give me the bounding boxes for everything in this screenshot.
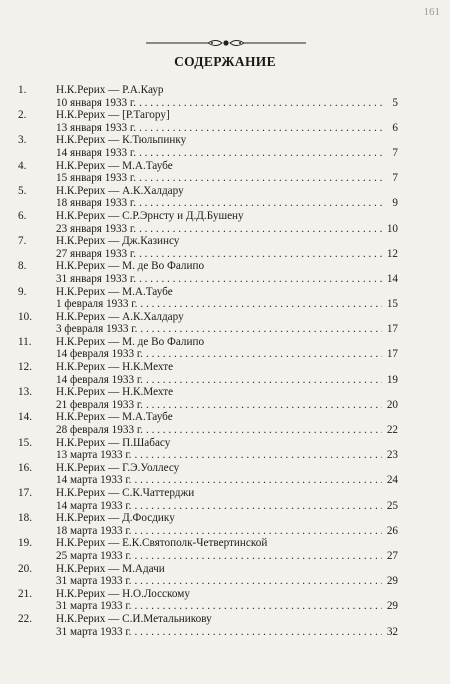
toc-entry-date-line (56, 348, 398, 361)
dot-leader (134, 575, 382, 588)
toc-entry-page: 22 (386, 424, 398, 437)
toc-entry[interactable] (18, 361, 398, 386)
dot-leader (139, 122, 382, 135)
toc-entry-title: Н.К.Рерих — С.К.Чаттерджи (56, 487, 195, 499)
ornament-divider-icon (146, 38, 306, 48)
toc-entry-title: Н.К.Рерих — М.А.Таубе (56, 285, 173, 298)
toc-entry-title: Н.К.Рерих — Е.К.Святополк-Четвертинской (56, 537, 268, 550)
toc-entry[interactable] (18, 84, 398, 109)
toc-entry-date: 13 января 1933 г. (56, 121, 137, 134)
toc-entry-date-line (56, 374, 398, 387)
toc-entry-page: 7 (392, 172, 398, 185)
dot-leader (134, 550, 382, 563)
toc-entry-page: 15 (386, 298, 398, 311)
toc-entry-number: 20. (18, 562, 32, 575)
toc-entry-title: Н.К.Рерих — П.Шабасу (56, 436, 171, 449)
toc-entry-page: 19 (386, 373, 398, 386)
toc-entry-title: Н.К.Рерих — Н.К.Мехте (56, 361, 174, 374)
toc-entry-page: 17 (386, 323, 398, 336)
toc-entry-date: 31 января 1933 г. (56, 272, 137, 285)
toc-entry-title: Н.К.Рерих — Г.Э.Уоллесу (56, 461, 180, 474)
toc-entry-number: 17. (18, 487, 32, 499)
toc-entry-date: 25 марта 1933 г. (56, 549, 132, 562)
dot-leader (134, 525, 382, 538)
dot-leader (139, 248, 382, 261)
toc-entry-number: 10. (18, 310, 32, 323)
toc-entry-title: Н.К.Рерих — Р.А.Каур (56, 84, 164, 96)
toc-entry-date: 10 января 1933 г. (56, 96, 137, 109)
table-of-contents (18, 84, 398, 638)
toc-entry-page: 10 (386, 222, 398, 235)
toc-entry-title: Н.К.Рерих — Н.О.Лосскому (56, 587, 190, 600)
toc-entry-page: 27 (386, 549, 398, 562)
toc-entry-date-line (56, 449, 398, 462)
toc-entry-page: 25 (386, 499, 398, 512)
toc-entry-date-line (56, 172, 398, 185)
toc-entry-number: 16. (18, 461, 32, 474)
toc-entry-title: Н.К.Рерих — С.И.Метальникову (56, 612, 212, 625)
dot-leader (134, 626, 382, 639)
toc-entry-title: Н.К.Рерих — К.Тюльпинку (56, 134, 187, 147)
toc-entry-date: 14 января 1933 г. (56, 146, 137, 159)
dot-leader (134, 600, 382, 613)
toc-entry-date-line (56, 122, 398, 135)
toc-entry-page: 29 (386, 600, 398, 613)
toc-entry-date-line (56, 525, 398, 538)
dot-leader (134, 449, 382, 462)
toc-entry-title: Н.К.Рерих — А.К.Халдару (56, 310, 184, 323)
page-title: СОДЕРЖАНИЕ (174, 54, 276, 69)
toc-entry-title: Н.К.Рерих — М.А.Таубе (56, 411, 173, 424)
dot-leader (146, 374, 382, 387)
toc-entry[interactable] (18, 336, 398, 361)
toc-entry-number: 4. (18, 159, 27, 172)
toc-entry-number: 13. (18, 386, 32, 399)
toc-entry-title: Н.К.Рерих — Н.К.Мехте (56, 386, 174, 399)
dot-leader (146, 424, 382, 437)
toc-entry-date: 18 марта 1933 г. (56, 524, 132, 537)
toc-entry[interactable] (18, 210, 398, 235)
toc-entry-number: 6. (18, 209, 27, 222)
toc-entry-number: 22. (18, 612, 32, 625)
toc-entry[interactable] (18, 286, 398, 311)
dot-leader (139, 197, 382, 210)
toc-entry-title: Н.К.Рерих — М.А.Таубе (56, 159, 173, 172)
dot-leader (146, 399, 382, 412)
dot-leader (140, 323, 382, 336)
toc-entry-number: 3. (18, 134, 27, 147)
toc-entry[interactable] (18, 563, 398, 588)
toc-entry-page: 32 (386, 625, 398, 638)
toc-entry-date: 28 февраля 1933 г. (56, 424, 143, 437)
toc-entry-title: Н.К.Рерих — А.К.Халдару (56, 184, 184, 197)
toc-entry-date: 15 января 1933 г. (56, 172, 137, 185)
toc-entry[interactable] (18, 134, 398, 159)
toc-entry-date: 3 февраля 1933 г. (56, 323, 138, 336)
toc-entry-page: 5 (392, 96, 398, 109)
dot-leader (140, 298, 382, 311)
toc-entry-number: 19. (18, 537, 32, 550)
toc-entry-number: 9. (18, 285, 27, 298)
toc-entry-number: 12. (18, 361, 32, 374)
dot-leader (134, 500, 382, 513)
toc-entry-page: 6 (392, 121, 398, 134)
toc-entry-date-line (56, 323, 398, 336)
toc-entry-date: 13 марта 1933 г. (56, 449, 132, 462)
toc-entry-title: Н.К.Рерих — Дж.Казинсу (56, 235, 180, 248)
toc-entry[interactable] (18, 386, 398, 411)
toc-entry-title: Н.К.Рерих — Д.Фосдику (56, 512, 175, 525)
toc-entry-date-line (56, 550, 398, 563)
toc-entry[interactable] (18, 512, 398, 537)
toc-entry-number: 14. (18, 411, 32, 424)
toc-entry-title: Н.К.Рерих — М.Адачи (56, 562, 165, 575)
toc-entry-date: 14 марта 1933 г. (56, 474, 132, 487)
toc-entry-date: 21 февраля 1933 г. (56, 398, 143, 411)
toc-entry[interactable] (18, 260, 398, 285)
toc-entry-page: 12 (386, 247, 398, 260)
toc-entry-date-line (56, 147, 398, 160)
toc-entry-date-line (56, 424, 398, 437)
dot-leader (139, 273, 382, 286)
toc-entry[interactable] (18, 311, 398, 336)
toc-entry-title: Н.К.Рерих — С.Р.Эрнсту и Д.Д.Бушену (56, 209, 244, 222)
toc-entry[interactable] (18, 487, 398, 512)
toc-entry-date-line (56, 626, 398, 639)
toc-entry-date-line (56, 600, 398, 613)
toc-entry[interactable] (18, 613, 398, 638)
toc-entry-date: 31 марта 1933 г. (56, 575, 132, 588)
toc-entry-date: 23 января 1933 г. (56, 222, 137, 235)
toc-entry-number: 7. (18, 235, 27, 248)
toc-entry[interactable] (18, 462, 398, 487)
dot-leader (146, 348, 382, 361)
toc-entry-page: 29 (386, 575, 398, 588)
toc-entry-number: 15. (18, 436, 32, 449)
toc-entry-date: 31 марта 1933 г. (56, 600, 132, 613)
toc-entry-page: 17 (386, 348, 398, 361)
toc-entry-page: 7 (392, 146, 398, 159)
toc-entry[interactable] (18, 160, 398, 185)
toc-entry[interactable] (18, 411, 398, 436)
dot-leader (139, 147, 382, 160)
toc-entry-date-line (56, 298, 398, 311)
toc-entry-date: 31 марта 1933 г. (56, 625, 132, 638)
toc-entry-date: 14 февраля 1933 г. (56, 373, 143, 386)
toc-entry-date: 27 января 1933 г. (56, 247, 137, 260)
toc-entry-date: 1 февраля 1933 г. (56, 298, 138, 311)
toc-entry-title: Н.К.Рерих — [Р.Тагору] (56, 109, 170, 122)
toc-entry-number: 8. (18, 260, 27, 273)
toc-entry-number: 5. (18, 184, 27, 197)
toc-entry[interactable] (18, 537, 398, 562)
toc-entry-title: Н.К.Рерих — М. де Во Фалипо (56, 335, 205, 348)
toc-entry-page: 9 (392, 197, 398, 210)
dot-leader (134, 474, 382, 487)
toc-entry-number: 11. (18, 335, 32, 348)
toc-entry-date-line (56, 97, 398, 110)
toc-entry-date-line (56, 575, 398, 588)
toc-entry-date-line (56, 248, 398, 261)
toc-entry-date: 18 января 1933 г. (56, 197, 137, 210)
toc-entry-page: 20 (386, 398, 398, 411)
toc-entry-page: 14 (386, 272, 398, 285)
toc-entry-date-line (56, 474, 398, 487)
toc-entry-title: Н.К.Рерих — М. де Во Фалипо (56, 260, 205, 273)
toc-entry-number: 1. (18, 84, 27, 96)
toc-entry[interactable] (18, 588, 398, 613)
toc-entry[interactable] (18, 437, 398, 462)
toc-entry-date-line (56, 273, 398, 286)
toc-entry-number: 2. (18, 109, 27, 122)
dot-leader (139, 223, 382, 236)
toc-entry-date: 14 марта 1933 г. (56, 499, 132, 512)
toc-entry[interactable] (18, 185, 398, 210)
toc-entry[interactable] (18, 109, 398, 134)
toc-entry-date-line (56, 500, 398, 513)
dot-leader (139, 97, 382, 110)
toc-entry-date: 14 февраля 1933 г. (56, 348, 143, 361)
dot-leader (139, 172, 382, 185)
toc-entry-date-line (56, 223, 398, 236)
toc-entry-date-line (56, 197, 398, 210)
toc-entry-page: 26 (386, 524, 398, 537)
toc-entry[interactable] (18, 235, 398, 260)
page-number: 161 (423, 6, 440, 18)
toc-entry-number: 18. (18, 512, 32, 525)
toc-entry-page: 24 (386, 474, 398, 487)
toc-entry-page: 23 (386, 449, 398, 462)
toc-entry-number: 21. (18, 587, 32, 600)
toc-entry-date-line (56, 399, 398, 412)
